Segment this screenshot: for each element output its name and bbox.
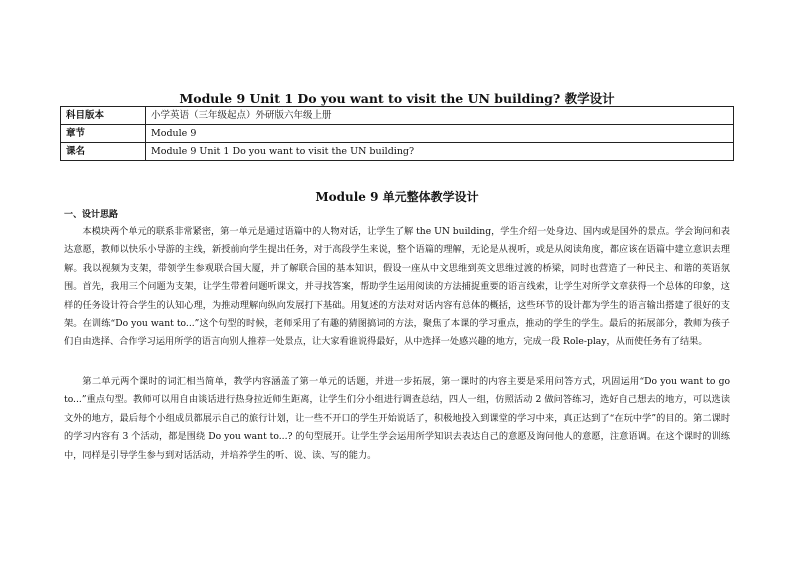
table-row [61, 125, 734, 143]
body-paragraph: 第二单元两个课时的词汇相当简单，教学内容涵盖了第一单元的话题，并进一步拓展，第一课时的内容主要是采用问答方式，巩固运用“Do you want to go to...”重点句型。教师可以用自由谈话进行热身拉近师生距离，让学生们分小组进行调查总结，四人一组，仿照活动 2 做问答练习，选好自己想去的地方，可以选读文外的地方，最后每个小组成员都展示自己的旅行计划，让一些不开口的学生开始说话了，积极地投入到课堂的学习中来，真正达到了“在玩中学”的目的。第二课时的学习内容有 3 个活动，都是围绕 Do you want to...? 的句型展开。让学生学会运用所学知识去表达自己的意愿及询问他人的意愿，注意语调。在这个课时的训练中，同样是引导学生参与到对话活动，并培养学生的听、说、读、写的能力。 [64, 376, 730, 461]
body-paragraph: 本模块两个单元的联系非常紧密，第一单元是通过语篇中的人物对话，让学生了解 the UN building，学生介绍一处身边、国内或是国外的景点。学会询问和表达意愿，教师以快乐小导游的主线，新授前向学生提出任务，对于高段学生来说，整个语篇的理解，无论是从视听，或是从阅读角度，都应该在语篇中建立意识去理解。我以视频为支架，带领学生参观联合国大厦，并了解联合国的基本知识，假设一座从中文思维到英文思维过渡的桥梁，同时也营造了一种民主、和谐的英语氛围。首先，我用三个问题为支架，让学生带着问题听课文，并寻找答案，帮助学生运用阅读的方法捕捉重要的语言线索，让学生对所学文章获得一个总体的印象，这样的任务设计符合学生的认知心理，为推动理解向纵向发展打下基础。用复述的方法对对话内容有总体的概括，这些环节的设计都为学生的语言输出搭建了很好的支架。在训练“Do you want to...”这个句型的时候，老师采用了有趣的猜图搞词的方法，聚焦了本课的学习重点，推动的学生的学生。最后的拓展部分，教师为孩子们自由选择、合作学习运用所学的语言向别人推荐一处景点，让大家看谁说得最好，从中选择一处感兴趣的地方，完成一段 Role-play，从而使任务有了结果。 [64, 226, 730, 348]
row-value: 小学英语（三年级起点）外研版六年级上册 [146, 107, 734, 125]
row-label: 课名 [61, 143, 146, 161]
course-info-table [60, 106, 734, 161]
section-heading: 一、设计思路 [64, 210, 119, 220]
row-value: Module 9 Unit 1 Do you want to visit the UN building? [146, 143, 734, 161]
document-title: Module 9 Unit 1 Do you want to visit the UN building? 教学设计 [179, 91, 615, 106]
row-label: 科目版本 [61, 107, 146, 125]
row-value: Module 9 [146, 125, 734, 143]
section-title: Module 9 单元整体教学设计 [315, 190, 479, 204]
table-row [61, 143, 734, 161]
row-label: 章节 [61, 125, 146, 143]
table-row [61, 107, 734, 125]
